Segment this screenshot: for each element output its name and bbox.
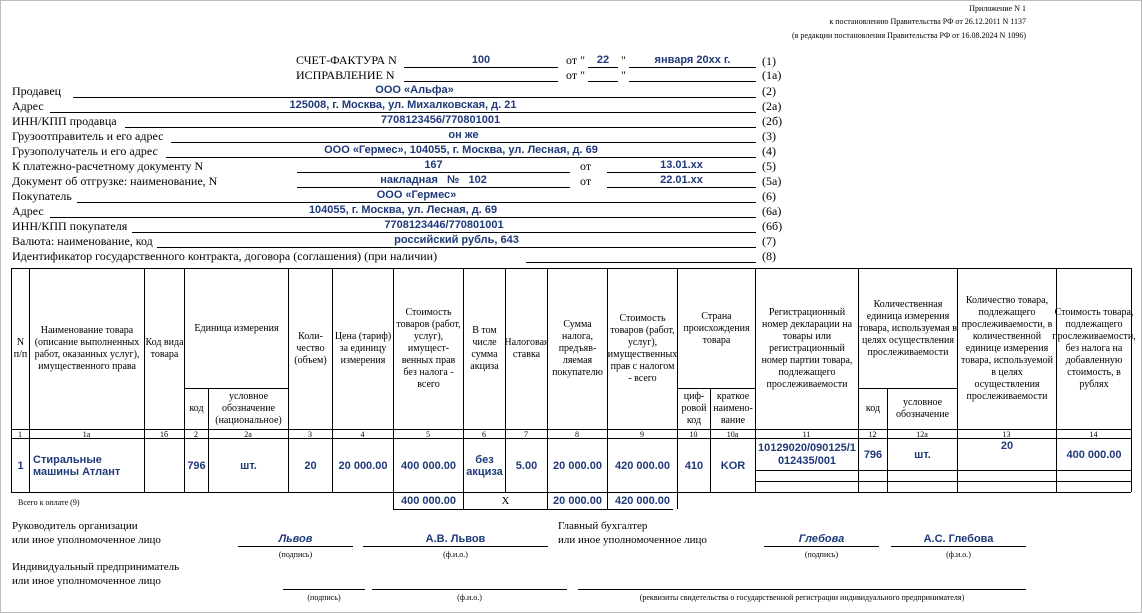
col-num: 12а xyxy=(916,430,928,439)
row-price: 20 000.00 xyxy=(338,460,388,472)
payment-doc-line xyxy=(297,172,570,173)
col-num: 10 xyxy=(689,430,698,439)
head-sign-line xyxy=(238,546,353,547)
col-num: 9 xyxy=(640,430,644,439)
contract-id-code: (8) xyxy=(762,249,776,263)
ip-label: Индивидуальный предприниматель xyxy=(12,561,180,573)
correction-month-line xyxy=(629,81,756,82)
head-fio-caption: (ф.и.о.) xyxy=(443,550,468,559)
col-num: 14 xyxy=(1089,430,1098,439)
row-rate: 5.00 xyxy=(515,460,538,472)
col-num: 5 xyxy=(426,430,430,439)
col-num: 10а xyxy=(726,430,739,439)
code-1a: (1а) xyxy=(762,68,782,82)
col-num: 13 xyxy=(1002,430,1011,439)
shipment-doc-from: от xyxy=(580,174,592,188)
ip-sign-caption: (подпись) xyxy=(307,593,341,602)
row-cost-with-tax: 420 000.00 xyxy=(614,460,671,472)
shipper-label: Грузоотправитель и его адрес xyxy=(12,129,164,143)
correction-number-line xyxy=(404,81,558,82)
invoice-month-year: января 20хх г. xyxy=(654,54,731,66)
ip-label2: или иное уполномоченное лицо xyxy=(12,575,161,587)
invoice-day: 22 xyxy=(596,54,610,66)
th-qty: Коли-чество (объем) xyxy=(294,331,327,366)
appendix-line2: к постановлению Правительства РФ от 26.12.2011 N 1137 xyxy=(829,17,1026,26)
invoice-label: СЧЕТ-ФАКТУРА N xyxy=(296,53,397,67)
col-num: 11 xyxy=(802,430,811,439)
consignee-code: (4) xyxy=(762,144,776,158)
buyer-inn-label: ИНН/КПП покупателя xyxy=(12,219,128,233)
th-type-code: Код вида товара xyxy=(145,337,184,360)
payment-doc-value: 167 xyxy=(424,159,443,171)
row-trace-qty: 20 xyxy=(1000,440,1014,452)
buyer-address-value: 104055, г. Москва, ул. Лесная, д. 69 xyxy=(308,204,498,216)
col-num: 8 xyxy=(575,430,579,439)
th-cost-no-tax: Стоимость товаров (работ, услуг), имущест-венных прав без налога - всего xyxy=(396,307,461,390)
th-trace-code: код xyxy=(865,403,881,414)
payment-doc-date: 13.01.хх xyxy=(660,159,703,171)
row-unit-name: шт. xyxy=(240,460,257,472)
acc-signature: Глебова xyxy=(798,533,845,545)
seller-value: ООО «Альфа» xyxy=(375,84,454,96)
seller-code: (2) xyxy=(762,84,776,98)
buyer-label: Покупатель xyxy=(12,189,72,203)
invoice-number-line xyxy=(404,67,558,68)
acc-name: А.С. Глебова xyxy=(923,533,994,545)
row-unit-code: 796 xyxy=(187,460,206,472)
seller-inn-value: 7708123456/770801001 xyxy=(380,114,501,126)
seller-inn-label: ИНН/КПП продавца xyxy=(12,114,117,128)
col-num: 7 xyxy=(524,430,528,439)
row-trace-name: шт. xyxy=(914,449,931,461)
acc-label2: или иное уполномоченное лицо xyxy=(558,534,707,546)
seller-inn-code: (2б) xyxy=(762,114,783,128)
buyer-inn-code: (6б) xyxy=(762,219,783,233)
th-trace-name: условное обозначение xyxy=(895,397,950,420)
shipment-doc-value: накладная № 102 xyxy=(380,174,487,186)
total-cost-no-tax: 400 000.00 xyxy=(400,495,457,507)
th-country-code: циф-ровой код xyxy=(681,391,707,426)
shipper-line xyxy=(171,142,756,143)
buyer-inn-value: 7708123446/770801001 xyxy=(384,219,504,231)
ip-cert-caption: (реквизиты свидетельства о государственной регистрации индивидуального предпринимателя) xyxy=(639,593,965,602)
shipment-doc-date: 22.01.хх xyxy=(660,174,703,186)
contract-id-line xyxy=(526,262,756,263)
correction-from: от " xyxy=(566,68,585,82)
currency-code: (7) xyxy=(762,234,776,248)
th-rate: Налоговая ставка xyxy=(504,337,549,360)
th-country-name: краткое наимено-вание xyxy=(713,391,753,426)
table-row: 1 xyxy=(17,460,24,472)
row-country-name: KOR xyxy=(720,460,746,472)
seller-address-value: 125008, г. Москва, ул. Михалковская, д. 21 xyxy=(289,99,517,111)
seller-address-code: (2а) xyxy=(762,99,782,113)
appendix-line1: Приложение N 1 xyxy=(969,4,1026,13)
th-cost-with-tax: Стоимость товаров (работ, услуг), имущественных прав с налогом - всего xyxy=(607,313,678,384)
acc-sign-caption: (подпись) xyxy=(804,550,839,559)
correction-day-line xyxy=(588,81,618,82)
total-cost-with-tax: 420 000.00 xyxy=(614,495,671,507)
quote-close: " xyxy=(621,53,626,67)
payment-doc-code: (5) xyxy=(762,159,776,173)
day-line xyxy=(588,67,618,68)
col-num: 4 xyxy=(360,430,365,439)
col-num: 12 xyxy=(868,430,877,439)
ip-name-line xyxy=(372,589,567,590)
acc-label: Главный бухгалтер xyxy=(558,520,648,532)
consignee-line xyxy=(166,157,756,158)
correction-label: ИСПРАВЛЕНИЕ N xyxy=(296,68,395,82)
row-trace-code: 796 xyxy=(863,449,883,461)
row-excise: без акциза xyxy=(466,454,503,478)
col-num: 2а xyxy=(244,430,252,439)
row-cost-no-tax: 400 000.00 xyxy=(400,460,457,472)
th-name: Наименование товара (описание выполненных работ, оказанных услуг), имущественного права xyxy=(34,325,140,372)
row-reg: 10129020/090125/1012435/001 xyxy=(758,442,856,467)
contract-id-label: Идентификатор государственного контракта, договора (соглашения) (при наличии) xyxy=(12,249,438,263)
correction-quote: " xyxy=(621,68,626,82)
consignee-label: Грузополучатель и его адрес xyxy=(12,144,158,158)
acc-name-line xyxy=(891,546,1026,547)
seller-address-label: Адрес xyxy=(12,99,44,113)
currency-line xyxy=(157,247,756,248)
head-signature: Львов xyxy=(278,533,313,545)
th-reg: Регистрационный номер декларации на товары или регистрационный номер партии товара, подлежащего прослеживаемости xyxy=(761,307,853,390)
col-num: 1б xyxy=(159,430,169,439)
shipment-doc-code: (5а) xyxy=(762,174,782,188)
th-unit: Единица измерения xyxy=(194,322,279,334)
consignee-value: ООО «Гермес», 104055, г. Москва, ул. Лесная, д. 69 xyxy=(324,144,598,156)
th-price: Цена (тариф) за единицу измерения xyxy=(334,331,392,366)
total-excise: Х xyxy=(501,495,510,507)
th-unit-code: код xyxy=(189,403,204,414)
from-label: от " xyxy=(566,53,585,67)
seller-line xyxy=(73,97,756,98)
buyer-inn-line xyxy=(132,232,756,233)
col-num: 6 xyxy=(482,430,486,439)
buyer-value: ООО «Гермес» xyxy=(376,189,457,201)
shipment-doc-date-line xyxy=(607,187,756,188)
th-n: N п/п xyxy=(13,337,28,360)
th-trace-unit: Количественная единица измерения товара, используемая в целях осуществления прослеживаемости xyxy=(859,298,957,358)
th-excise: В том числе сумма акциза xyxy=(470,325,499,372)
th-trace-qty: Количество товара, подлежащего прослеживаемости, в количественной единице измерения товара, используемой в целях осуществления прослеживаемости xyxy=(961,295,1053,402)
shipper-code: (3) xyxy=(762,129,776,143)
total-label: Всего к оплате (9) xyxy=(18,498,80,507)
col-num: 2 xyxy=(194,430,198,439)
appendix-line3: (в редакции постановления Правительства РФ от 16.08.2024 N 1096) xyxy=(792,31,1026,40)
payment-doc-date-line xyxy=(607,172,756,173)
head-name-line xyxy=(363,546,548,547)
month-line xyxy=(629,67,756,68)
seller-address-line xyxy=(50,112,756,113)
payment-doc-label: К платежно-расчетному документу N xyxy=(12,159,204,173)
shipment-doc-label: Документ об отгрузке: наименование, N xyxy=(12,174,218,188)
buyer-address-line xyxy=(50,217,756,218)
row-qty: 20 xyxy=(304,460,317,472)
invoice-number: 100 xyxy=(471,54,491,66)
shipper-value: он же xyxy=(448,129,479,141)
head-label2: или иное уполномоченное лицо xyxy=(12,534,161,546)
buyer-address-label: Адрес xyxy=(12,204,44,218)
ip-fio-caption: (ф.и.о.) xyxy=(457,593,482,602)
code-1: (1) xyxy=(762,54,776,68)
payment-doc-from: от xyxy=(580,159,592,173)
seller-label: Продавец xyxy=(12,84,62,98)
th-unit-name: условное обозначение (национальное) xyxy=(215,391,282,426)
head-label: Руководитель организации xyxy=(12,520,138,532)
row-name: Стиральные машины Атлант xyxy=(33,454,121,478)
acc-sign-line xyxy=(764,546,879,547)
row-tax: 20 000.00 xyxy=(553,460,602,472)
col-num: 1 xyxy=(18,430,22,439)
col-num: 1а xyxy=(82,430,91,439)
seller-inn-line xyxy=(125,127,756,128)
currency-label: Валюта: наименование, код xyxy=(12,234,153,248)
buyer-address-code: (6а) xyxy=(762,204,782,218)
th-trace-cost: Стоимость товара, подлежащего прослеживаемости, без налога на добавленную стоимость, в рублях xyxy=(1052,307,1136,390)
currency-value: российский рубль, 643 xyxy=(394,234,519,246)
buyer-code: (6) xyxy=(762,189,776,203)
acc-fio-caption: (ф.и.о.) xyxy=(946,550,971,559)
ip-sign-line xyxy=(283,589,365,590)
th-country: Страна происхождения товара xyxy=(683,310,750,346)
head-sign-caption: (подпись) xyxy=(278,550,313,559)
total-tax: 20 000.00 xyxy=(553,495,602,507)
head-name: А.В. Львов xyxy=(425,533,486,545)
col-num: 3 xyxy=(308,430,312,439)
shipment-doc-line xyxy=(297,187,570,188)
ip-cert-line xyxy=(578,589,1026,590)
buyer-line xyxy=(77,202,756,203)
th-tax: Сумма налога, предъяв-ляемая покупателю xyxy=(552,319,603,378)
row-trace-cost: 400 000.00 xyxy=(1066,449,1122,461)
row-country-code: 410 xyxy=(684,460,704,472)
